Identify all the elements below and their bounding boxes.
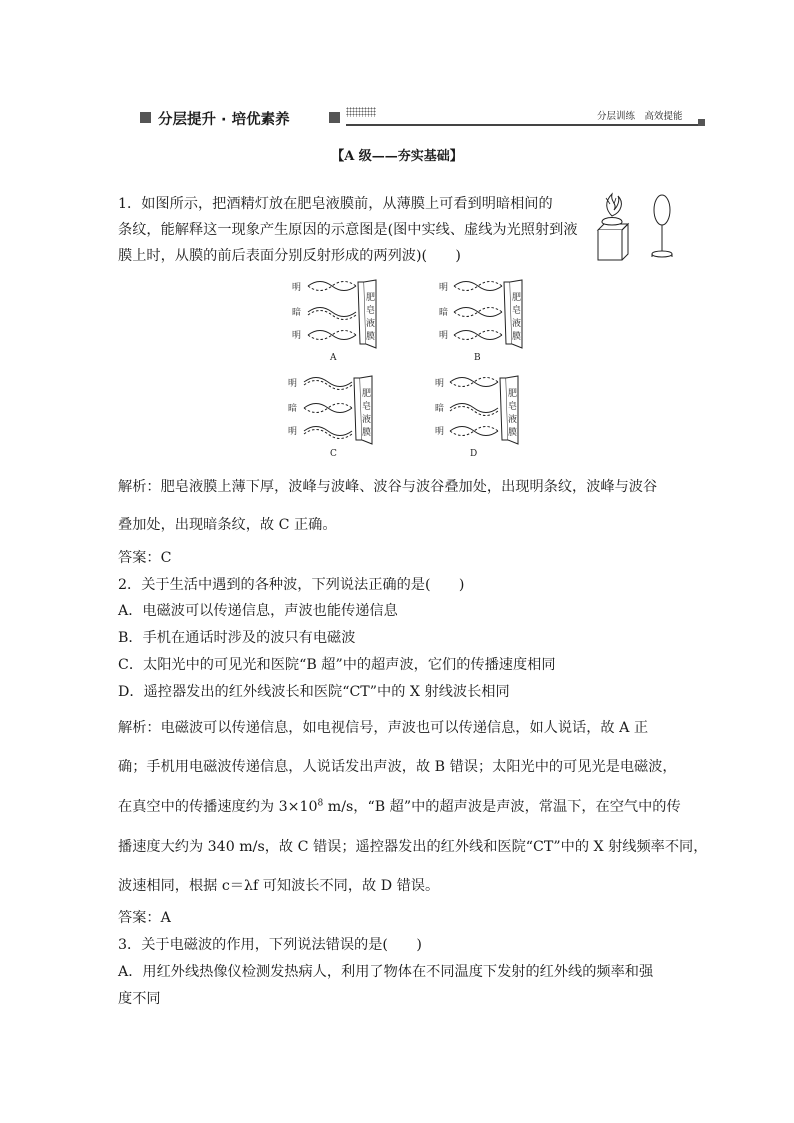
- diagram-a-row-label-2: 暗: [292, 308, 302, 318]
- header-dotted-pattern: [346, 107, 376, 117]
- diagram-c-film-char-2: 皂: [362, 402, 372, 412]
- q2-explanation-line5: 波速相同，根据 c＝λf 可知波长不同，故 D 错误。: [118, 878, 440, 894]
- diagram-b-row-label-3: 明: [439, 331, 449, 341]
- q2-explanation-line3-pre: 在真空中的传播速度约为 3×10: [118, 799, 318, 815]
- q1-explanation-line1: 解析：肥皂液膜上薄下厚，波峰与波峰、波谷与波谷叠加处，出现明条纹，波峰与波谷: [118, 479, 658, 495]
- q2-option-c: C．太阳光中的可见光和医院“B 超”中的超声波，它们的传播速度相同: [118, 657, 556, 673]
- q2-explanation-exponent: 8: [317, 798, 324, 809]
- header-square-right: [698, 119, 705, 126]
- diagram-c-film-char-4: 膜: [362, 428, 372, 438]
- diagram-c-option-label: C: [330, 449, 337, 458]
- diagram-c: [288, 376, 372, 458]
- alcohol-lamp-icon: [598, 194, 628, 260]
- q1-line3: 膜上时，从膜的前后表面分别反射形成的两列波)( ): [118, 248, 461, 264]
- diagram-b-film-char-2: 皂: [512, 306, 522, 316]
- q2-option-b: B．手机在通话时涉及的波只有电磁波: [118, 630, 356, 646]
- diagram-d-row-label-1: 明: [435, 379, 445, 389]
- diagram-d-film-char-2: 皂: [508, 402, 518, 412]
- q3-option-a-line1: A．用红外线热像仪检测发热病人，利用了物体在不同温度下发射的红外线的频率和强: [118, 964, 654, 980]
- diagram-d-row-label-2: 暗: [435, 404, 445, 414]
- diagram-d-film-char-4: 膜: [508, 428, 518, 438]
- header-bar: [140, 107, 706, 129]
- diagram-a-option-label: A: [330, 353, 337, 363]
- q2-option-a: A．电磁波可以传递信息，声波也能传递信息: [118, 603, 398, 619]
- q2-stem: 2．关于生活中遇到的各种波，下列说法正确的是( ): [118, 577, 465, 593]
- diagram-a-film-char-1: 肥: [366, 293, 376, 303]
- diagram-c-row-label-1: 明: [288, 379, 298, 389]
- diagram-a-film-char-3: 液: [366, 319, 376, 329]
- diagram-a-film-char-2: 皂: [366, 306, 376, 316]
- q2-explanation-line4: 播速度大约为 340 m/s，故 C 错误；遥控器发出的红外线和医院“CT”中的 X 射线频率不同，: [118, 839, 708, 855]
- diagram-c-row-label-3: 明: [288, 427, 298, 437]
- header-square-left: [140, 112, 151, 123]
- lamp-and-film-illustration: [588, 188, 680, 268]
- q2-explanation-line1: 解析：电磁波可以传递信息，如电视信号，声波也可以传递信息，如人说话，故 A 正: [118, 720, 649, 736]
- q2-explanation-line3-post: m/s，“B 超”中的超声波是声波，常温下，在空气中的传: [323, 799, 681, 815]
- diagram-c-film-char-3: 液: [362, 415, 372, 425]
- diagram-d-row-label-3: 明: [435, 427, 445, 437]
- diagram-b-option-label: B: [474, 353, 481, 363]
- soap-film-on-stand-icon: [652, 195, 672, 257]
- diagram-b-film-char-1: 肥: [512, 293, 522, 303]
- q1-line1: 1．如图所示，把酒精灯放在肥皂液膜前，从薄膜上可看到明暗相间的: [118, 196, 553, 212]
- diagram-b-film-char-3: 液: [512, 319, 522, 329]
- diagram-c-row-label-2: 暗: [288, 404, 298, 414]
- diagram-a-row-label-3: 明: [292, 331, 302, 341]
- q2-answer: 答案：A: [118, 910, 171, 926]
- diagram-c-film-char-1: 肥: [362, 389, 372, 399]
- diagram-a: [292, 280, 376, 363]
- diagram-b-row-label-2: 暗: [439, 308, 449, 318]
- q1-line2: 条纹，能解释这一现象产生原因的示意图是(图中实线、虚线为光照射到液: [118, 222, 578, 238]
- diagram-a-film-char-4: 膜: [366, 332, 376, 342]
- q1-answer: 答案：C: [118, 550, 172, 566]
- q2-explanation-line3: [118, 796, 680, 816]
- diagram-a-row-label-1: 明: [292, 283, 302, 293]
- q2-option-d: D．遥控器发出的红外线波长和医院“CT”中的 X 射线波长相同: [118, 684, 510, 700]
- section-title: 【A 级——夯实基础】: [331, 149, 463, 164]
- diagram-d: [435, 376, 518, 458]
- diagram-d-film-char-1: 肥: [508, 389, 518, 399]
- q1-explanation-line2: 叠加处，出现暗条纹，故 C 正确。: [118, 517, 337, 533]
- diagram-d-option-label: D: [470, 449, 478, 458]
- q1-diagram-figure: [282, 278, 542, 458]
- q2-explanation-line2: 确；手机用电磁波传递信息，人说话发出声波，故 B 错误；太阳光中的可见光是电磁波，: [118, 759, 677, 775]
- header-square-mid: [329, 112, 340, 123]
- q3-option-a-line2: 度不同: [118, 991, 161, 1007]
- diagram-b-film-char-4: 膜: [512, 332, 522, 342]
- header-rule: [346, 124, 700, 126]
- header-title: 分层提升 · 培优素养: [158, 112, 290, 128]
- diagram-b: [439, 280, 522, 363]
- diagram-b-row-label-1: 明: [439, 283, 449, 293]
- q3-stem: 3．关于电磁波的作用，下列说法错误的是( ): [118, 937, 422, 953]
- diagram-d-film-char-3: 液: [508, 415, 518, 425]
- header-right-text: 分层训练 高效提能: [597, 111, 683, 122]
